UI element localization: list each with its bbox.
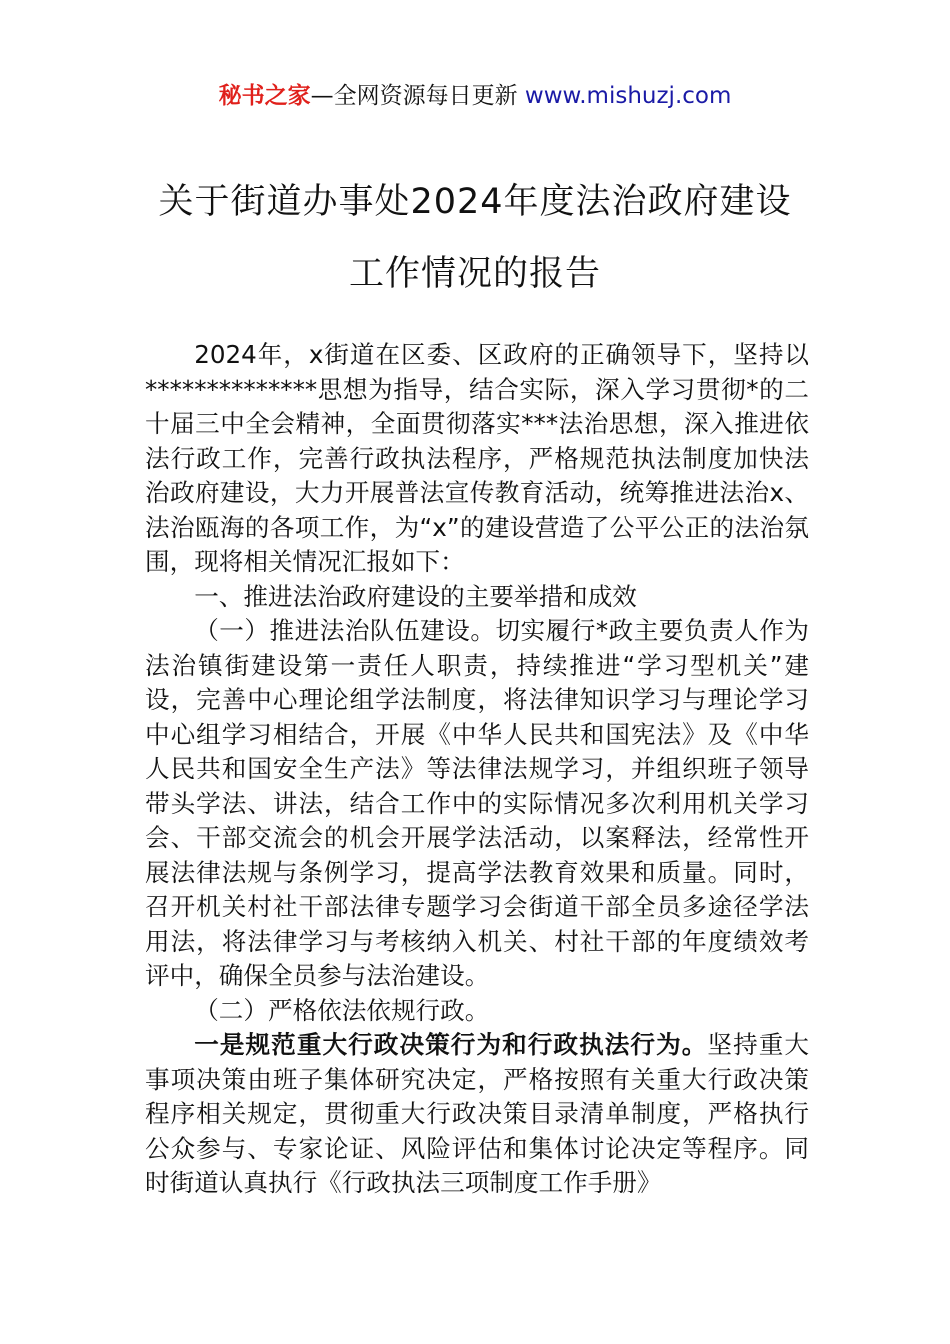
point-1-lead: 一是规范重大行政决策行为和行政执法行为。 — [194, 1030, 708, 1059]
intro-paragraph: 2024年，x街道在区委、区政府的正确领导下，坚持以**************思想为指导，结合实际，深入学习贯彻*的二十届三中全会精神，全面贯彻落实***法治思想，深入推进依法行政工作，完善行政执法程序，严格规范执法制度加快法治政府建设，大力开展普法宣传教育活动，统筹推进法治x、法治瓯海的各项工作，为“x”的建设营造了公平公正的法治氛围，现将相关情况汇报如下： — [145, 340, 809, 576]
site-url-link[interactable]: www.mishuzj.com — [524, 83, 732, 109]
item-paragraph-1: （一）推进法治队伍建设。切实履行*政主要负责人作为法治镇街建设第一责任人职责，持续推进“学习型机关”建设，完善中心理论组学法制度，将法律知识学习与理论学习中心组学习相结合，开展《中华人民共和国宪法》及《中华人民共和国安全生产法》等法律法规学习，并组织班子领导带头学法、讲法，结合工作中的实际情况多次利用机关学习会、干部交流会的机会开展学法活动，以案释法，经常性开展法律法规与条例学习，提高学法教育效果和质量。同时，召开机关村社干部法律专题学习会街道干部全员多途径学法用法，将法律学习与考核纳入机关、村社干部的年度绩效考评中，确保全员参与法治建设。 — [145, 616, 809, 990]
point-paragraph-1 — [145, 1028, 809, 1201]
site-brand: 秘书之家 — [218, 83, 311, 109]
point-1-text: 坚持重大事项决策由班子集体研究决定，严格按照有关重大行政决策程序相关规定，贯彻重大行政决策目录清单制度，严格执行公众参与、专家论证、风险评估和集体讨论决定等程序。同时街道认真执行《行政执法三项制度工作手册》 — [145, 1030, 809, 1197]
site-header — [0, 80, 950, 112]
section-heading-1: 一、推进法治政府建设的主要举措和成效 — [194, 581, 637, 611]
document-title-line-2: 工作情况的报告 — [348, 254, 601, 294]
document-body — [145, 338, 809, 1201]
site-tagline: —全网资源每日更新 — [310, 83, 525, 109]
document-title-line-1: 关于街道办事处2024年度法治政府建设 — [158, 182, 792, 222]
item-heading-2: （二）严格依法依规行政。 — [194, 995, 490, 1025]
